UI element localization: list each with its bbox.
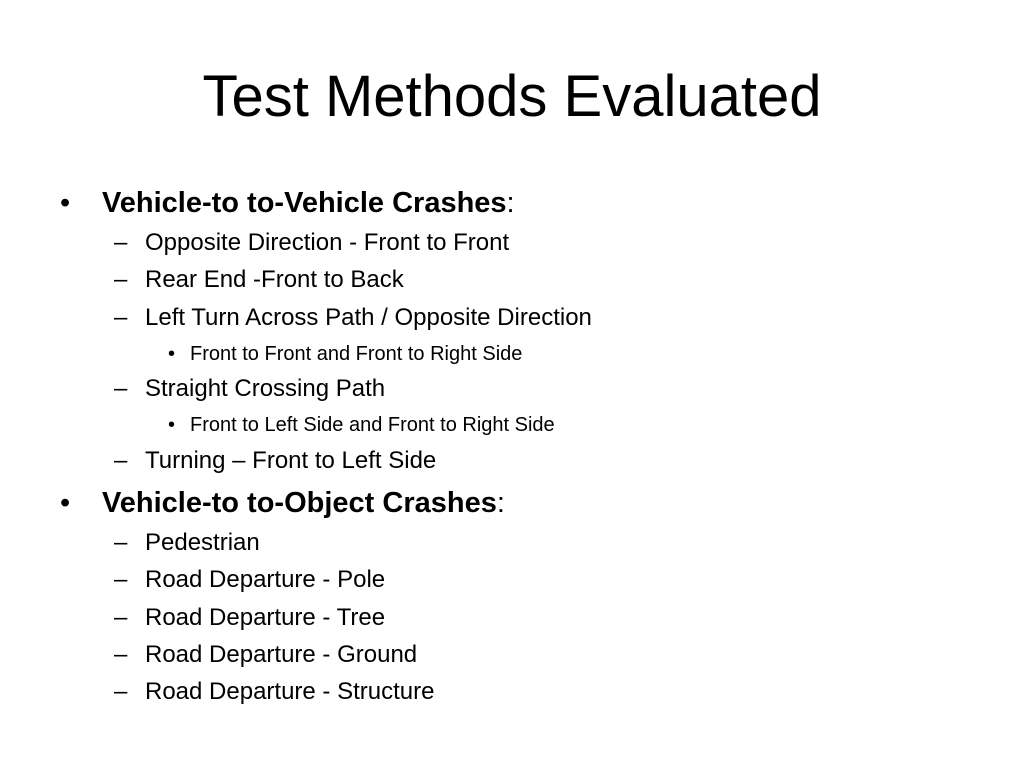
section-heading-text: Vehicle-to to-Vehicle Crashes [102,187,507,219]
section-heading-vehicle-crashes [102,186,515,220]
list-item: Pedestrian [145,529,260,556]
list-item: Road Departure - Structure [145,678,435,705]
list-item: Road Departure - Tree [145,604,386,631]
section-heading-colon: : [496,487,505,519]
list-item: Turning – Front to Left Side [145,447,437,474]
list-item: Left Turn Across Path / Opposite Direction [145,304,592,331]
sub-bullet-marker: • [168,343,176,365]
bullet-marker: • [60,187,71,219]
dash-marker: – [114,604,128,631]
slide-title: Test Methods Evaluated [202,64,822,129]
list-item: Straight Crossing Path [145,375,386,402]
dash-marker: – [114,266,128,293]
dash-marker: – [114,447,128,474]
list-item: Road Departure - Ground [145,641,418,668]
sub-bullet-marker: • [168,414,176,436]
sub-list-item: Front to Left Side and Front to Right Side [190,414,555,436]
list-item: Road Departure - Pole [145,566,386,593]
list-item: Rear End -Front to Back [145,266,404,293]
dash-marker: – [114,229,128,256]
section-heading-object-crashes [102,486,505,520]
dash-marker: – [114,566,128,593]
section-heading-text: Vehicle-to to-Object Crashes [102,487,497,519]
dash-marker: – [114,678,128,705]
bullet-marker: • [60,487,71,519]
list-item: Opposite Direction - Front to Front [145,229,510,256]
sub-list-item: Front to Front and Front to Right Side [190,343,523,365]
dash-marker: – [114,375,128,402]
section-heading-colon: : [506,187,515,219]
dash-marker: – [114,304,128,331]
dash-marker: – [114,529,128,556]
dash-marker: – [114,641,128,668]
